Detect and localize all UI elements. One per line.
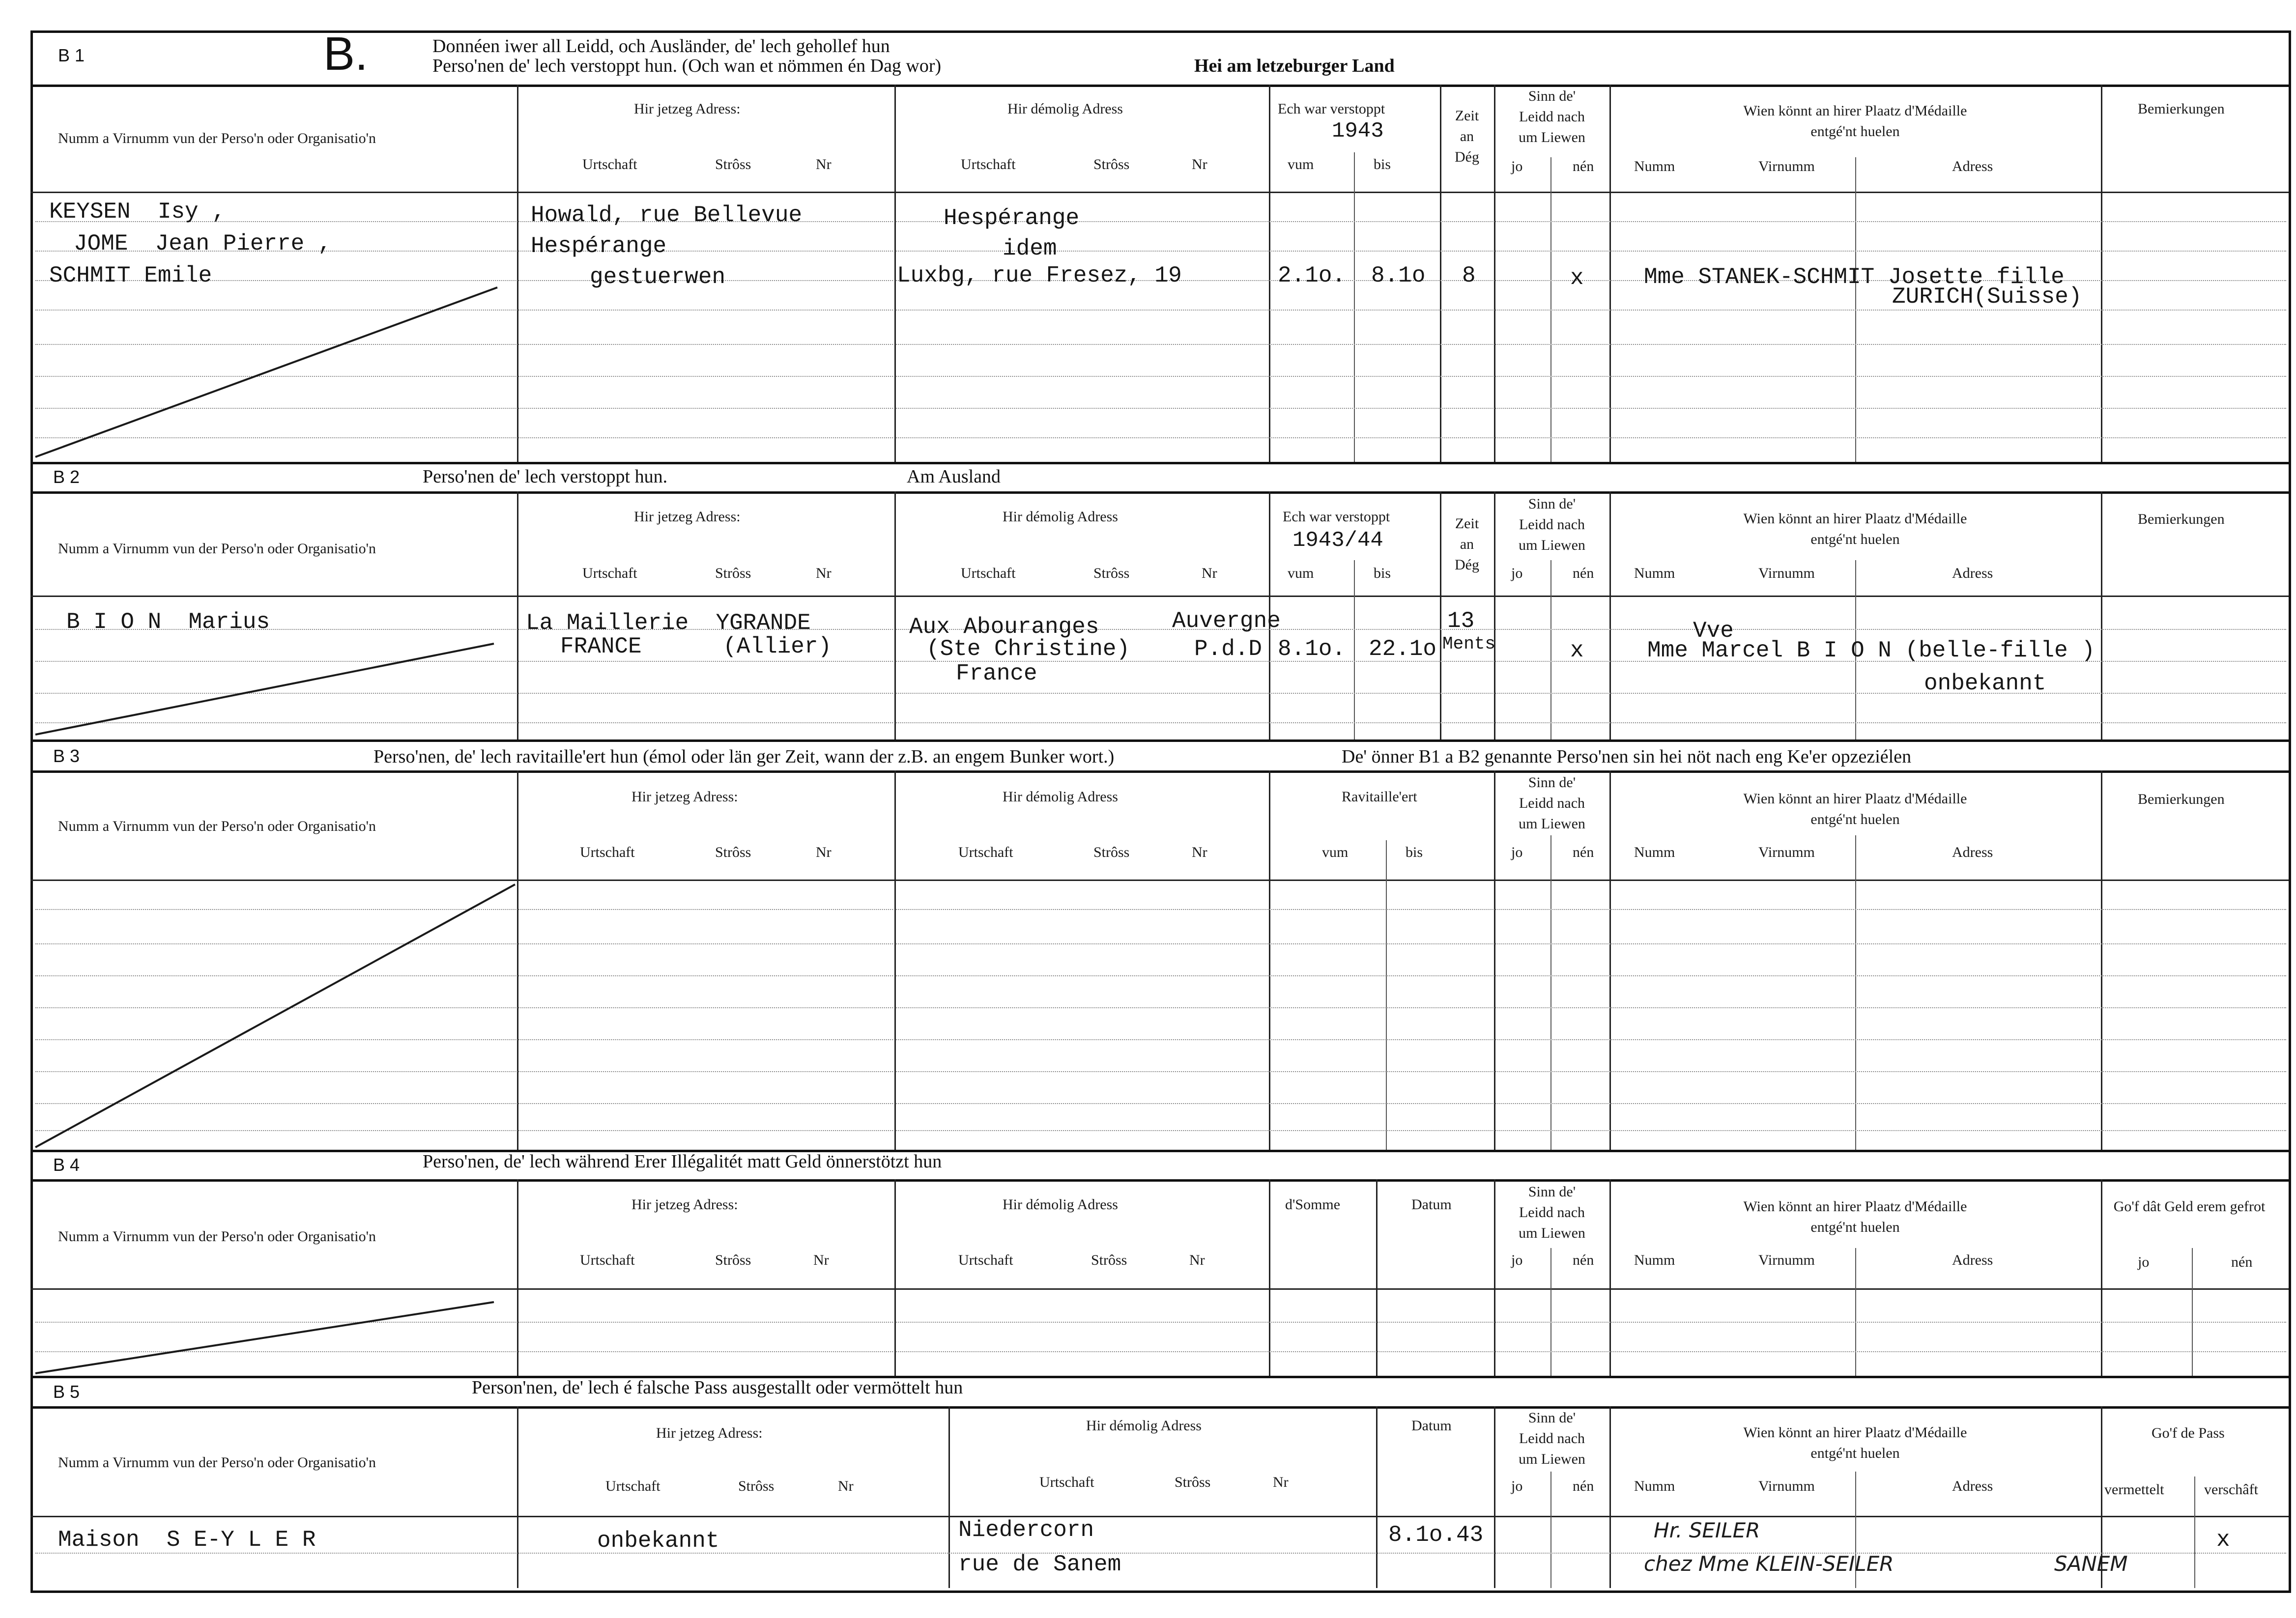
b2-row-current2: FRANCE (Allier) xyxy=(560,634,832,659)
b3-stross-label: Strôss xyxy=(715,844,751,860)
b1-letter: B. xyxy=(323,28,368,80)
sinn-line1: Sinn de' xyxy=(1528,496,1576,512)
b2-row-deeg2: Ments xyxy=(1442,634,1496,654)
b2-urtschaft-label: Urtschaft xyxy=(582,565,637,581)
b1-row2-current: Hespérange xyxy=(531,233,667,259)
b5-row-current: onbekannt xyxy=(597,1528,719,1554)
b5-numm-label: Numm xyxy=(1634,1478,1675,1494)
b5-row-datum: 8.1o.43 xyxy=(1388,1522,1484,1548)
b4-nr-label: Nr xyxy=(813,1252,829,1268)
b1-row3-former: Luxbg, rue Fresez, 19 xyxy=(897,263,1182,288)
b2-bemierkungen-label: Bemierkungen xyxy=(2138,511,2225,527)
b1-adress-label: Adress xyxy=(1952,158,1993,174)
b4-stross-label: Strôss xyxy=(715,1252,751,1268)
b2-sinn-label xyxy=(1495,494,1609,556)
b3-nen-label: nén xyxy=(1573,844,1594,860)
sinn-line2: Leidd nach xyxy=(1519,795,1585,811)
b2-row-current1: La Maillerie YGRANDE xyxy=(526,610,811,636)
b2-row-medal2: Mme Marcel B I O N (belle-fille ) xyxy=(1647,638,2095,663)
b5-verschaft-label: verschâft xyxy=(2204,1481,2258,1498)
b1-bis-label: bis xyxy=(1374,156,1391,172)
sinn-line2: Leidd nach xyxy=(1519,1430,1585,1447)
b4-gof-geld-label: Go'f dât Geld erem gefrot xyxy=(2113,1198,2266,1215)
b3-former-addr-label: Hir démolig Adress xyxy=(1003,789,1118,805)
b5-vermettelt-label: vermettelt xyxy=(2104,1481,2164,1498)
b2-zeit-label xyxy=(1441,513,1493,575)
b4-urtschaft-label: Urtschaft xyxy=(580,1252,635,1268)
b4-stross-label: Strôss xyxy=(1091,1252,1127,1268)
b2-nr-label: Nr xyxy=(1202,565,1217,581)
b1-nr-label: Nr xyxy=(816,156,832,172)
b2-virnumm-label: Virnumm xyxy=(1758,565,1815,581)
b5-sinn-label xyxy=(1495,1408,1609,1470)
sinn-line1: Sinn de' xyxy=(1528,774,1576,791)
sinn-line1: Sinn de' xyxy=(1528,1184,1576,1200)
b5-row-name: Maison S E-Y L E R xyxy=(58,1527,316,1553)
b1-title-line1: Donnéen iwer all Leidd, och Ausländer, de' lech gehollef hun xyxy=(432,36,890,57)
b1-row3-deeg: 8 xyxy=(1462,263,1476,288)
b1-stross-label: Strôss xyxy=(715,156,751,172)
medal-line2: entgé'nt huelen xyxy=(1810,531,1900,547)
medal-line2: entgé'nt huelen xyxy=(1810,811,1900,827)
b1-row1-current: Howald, rue Bellevue xyxy=(531,202,803,228)
b1-nen-label: nén xyxy=(1573,158,1594,174)
b3-jo-label: jo xyxy=(1511,844,1523,860)
b1-former-addr-label: Hir démolig Adress xyxy=(1007,101,1123,117)
b1-diagonal-line xyxy=(35,287,497,457)
b4-virnumm-label: Virnumm xyxy=(1758,1252,1815,1268)
b4-code: B 4 xyxy=(53,1155,80,1175)
b4-datum-label: Datum xyxy=(1411,1196,1452,1213)
b5-row-former1: Niedercorn xyxy=(958,1517,1094,1543)
b3-nr-label: Nr xyxy=(1192,844,1207,860)
b2-bis-label: bis xyxy=(1374,565,1391,581)
b3-adress-label: Adress xyxy=(1952,844,1993,860)
b3-urtschaft-label: Urtschaft xyxy=(580,844,635,860)
b3-diagonal-line xyxy=(35,884,515,1147)
b4-numm-label: Numm xyxy=(1634,1252,1675,1268)
b5-current-addr-label: Hir jetzeg Adress: xyxy=(656,1425,763,1441)
medal-line1: Wien könnt an hirer Plaatz d'Médaille xyxy=(1743,103,1967,119)
an-text: an xyxy=(1460,536,1474,552)
medal-line2: entgé'nt huelen xyxy=(1810,1445,1900,1461)
sinn-line1: Sinn de' xyxy=(1528,88,1576,104)
b5-datum-label: Datum xyxy=(1411,1418,1452,1434)
b2-adress-label: Adress xyxy=(1952,565,1993,581)
b4-jo-label: jo xyxy=(2138,1254,2150,1270)
b5-jo-label: jo xyxy=(1511,1478,1523,1494)
b3-nr-label: Nr xyxy=(816,844,832,860)
b5-row-medal2: chez Mme KLEIN-SEILER xyxy=(1644,1552,1894,1576)
b5-title: Person'nen, de' lech é falsche Pass ausgestallt oder vermöttelt hun xyxy=(472,1377,963,1398)
b3-bemierkungen-label: Bemierkungen xyxy=(2138,791,2225,807)
b3-vum-label: vum xyxy=(1322,844,1349,860)
b2-stross-label: Strôss xyxy=(715,565,751,581)
b2-row-deeg1: 13 xyxy=(1447,608,1475,634)
b3-medal-label xyxy=(1610,789,2100,830)
b2-row-vum: 8.1o. xyxy=(1278,636,1346,662)
b4-title: Perso'nen, de' lech während Erer Illégalitét matt Geld önnerstötzt hun xyxy=(423,1151,942,1172)
b2-hidden-label: Ech war verstoppt xyxy=(1283,509,1390,525)
b5-code: B 5 xyxy=(53,1382,80,1402)
b5-row-verschaft-x: x xyxy=(2216,1527,2230,1553)
b1-row1-name: KEYSEN Isy , xyxy=(49,199,226,225)
b1-zeit-label xyxy=(1441,106,1493,168)
b4-current-addr-label: Hir jetzeg Adress: xyxy=(631,1196,738,1213)
sinn-line3: um Liewen xyxy=(1519,1225,1585,1241)
b2-row-nen: x xyxy=(1570,638,1584,663)
b4-urtschaft-label: Urtschaft xyxy=(958,1252,1013,1268)
b5-nr-label: Nr xyxy=(838,1478,854,1494)
b3-code: B 3 xyxy=(53,746,80,766)
sinn-line2: Leidd nach xyxy=(1519,1204,1585,1221)
medal-line1: Wien könnt an hirer Plaatz d'Médaille xyxy=(1743,1424,1967,1441)
b2-former-addr-label: Hir démolig Adress xyxy=(1003,509,1118,525)
b1-title-suffix: Hei am letzeburger Land xyxy=(1194,56,1395,76)
b5-medal-label xyxy=(1610,1422,2100,1464)
b2-row-medal3: onbekannt xyxy=(1924,671,2046,696)
b2-row-former1: Aux Abouranges xyxy=(909,614,1099,640)
b1-row3-bis: 8.1o xyxy=(1371,263,1426,288)
medal-line1: Wien könnt an hirer Plaatz d'Médaille xyxy=(1743,511,1967,527)
b1-code: B 1 xyxy=(58,45,85,65)
b3-numm-label: Numm xyxy=(1634,844,1675,860)
b1-row3-current: gestuerwen xyxy=(590,264,726,290)
b5-gof-pass-label: Go'f de Pass xyxy=(2152,1425,2225,1441)
b3-current-addr-label: Hir jetzeg Adress: xyxy=(631,789,738,805)
b2-medal-label xyxy=(1610,509,2100,550)
b2-jo-label: jo xyxy=(1511,565,1523,581)
medal-line1: Wien könnt an hirer Plaatz d'Médaille xyxy=(1743,791,1967,807)
b3-name-col-label: Numm a Virnumm vun der Perso'n oder Organisatio'n xyxy=(58,818,376,834)
b1-virnumm-label: Virnumm xyxy=(1758,158,1815,174)
b5-adress-label: Adress xyxy=(1952,1478,1993,1494)
b2-title: Perso'nen de' lech verstoppt hun. xyxy=(423,466,668,487)
b2-row-former2: (Ste Christine) xyxy=(926,636,1130,662)
b1-stross-label: Strôss xyxy=(1093,156,1130,172)
b4-sinn-label xyxy=(1495,1182,1609,1244)
b5-row-medal3: SANEM xyxy=(2054,1552,2128,1576)
b4-nr-label: Nr xyxy=(1189,1252,1205,1268)
b1-urtschaft-label: Urtschaft xyxy=(582,156,637,172)
b2-hidden-year: 1943/44 xyxy=(1292,528,1383,553)
b5-urtschaft-label: Urtschaft xyxy=(1039,1474,1094,1490)
b5-nr-label: Nr xyxy=(1273,1474,1289,1490)
sinn-line3: um Liewen xyxy=(1519,1451,1585,1467)
b5-row-medal1: Hr. SEILER xyxy=(1654,1518,1760,1542)
b1-row2-former: idem xyxy=(1003,236,1057,261)
b2-current-addr-label: Hir jetzeg Adress: xyxy=(634,509,741,525)
medal-line1: Wien könnt an hirer Plaatz d'Médaille xyxy=(1743,1198,1967,1215)
sinn-line3: um Liewen xyxy=(1519,816,1585,832)
b1-urtschaft-label: Urtschaft xyxy=(961,156,1016,172)
b2-code: B 2 xyxy=(53,467,80,487)
b1-jo-label: jo xyxy=(1511,158,1523,174)
b4-former-addr-label: Hir démolig Adress xyxy=(1003,1196,1118,1213)
medal-line2: entgé'nt huelen xyxy=(1810,123,1900,140)
b4-diagonal-line xyxy=(35,1302,494,1373)
b5-stross-label: Strôss xyxy=(738,1478,775,1494)
b3-title: Perso'nen, de' lech ravitaille'ert hun (émol oder län ger Zeit, wann der z.B. an engem Bunker wort.) xyxy=(373,746,1115,767)
b1-numm-label: Numm xyxy=(1634,158,1675,174)
b3-urtschaft-label: Urtschaft xyxy=(958,844,1013,860)
b2-row-former3: France xyxy=(956,661,1037,686)
b1-row2-name: JOME Jean Pierre , xyxy=(74,231,332,256)
b5-former-addr-label: Hir démolig Adress xyxy=(1086,1418,1202,1434)
b5-urtschaft-label: Urtschaft xyxy=(605,1478,660,1494)
b1-row3-nen: x xyxy=(1570,265,1584,291)
b4-nen-label: nén xyxy=(2231,1254,2253,1270)
sinn-line3: um Liewen xyxy=(1519,129,1585,145)
b2-row-name: B I O N Marius xyxy=(66,609,270,635)
b4-jo-label: jo xyxy=(1511,1252,1523,1268)
b1-hidden-label: Ech war verstoppt xyxy=(1278,101,1385,117)
b1-medal-label xyxy=(1610,101,2100,142)
b2-row-former1b: Auvergne xyxy=(1172,608,1281,634)
zeit-text: Zeit xyxy=(1455,515,1479,532)
an-text: an xyxy=(1460,128,1474,144)
b2-nen-label: nén xyxy=(1573,565,1594,581)
b2-name-col-label: Numm a Virnumm vun der Perso'n oder Organisatio'n xyxy=(58,540,376,557)
b2-title-suffix: Am Ausland xyxy=(907,466,1001,487)
sinn-line2: Leidd nach xyxy=(1519,516,1585,533)
b1-row3-medal: Mme STANEK-SCHMIT Josette fille xyxy=(1644,264,2065,290)
b1-hidden-year: 1943 xyxy=(1332,119,1384,143)
b1-name-col-label: Numm a Virnumm vun der Perso'n oder Organisatio'n xyxy=(58,130,376,146)
b4-name-col-label: Numm a Virnumm vun der Perso'n oder Organisatio'n xyxy=(58,1228,376,1245)
b4-nen-label: nén xyxy=(1573,1252,1594,1268)
zeit-text: Zeit xyxy=(1455,108,1479,124)
b2-row-former2b: P.d.D xyxy=(1194,636,1263,662)
b3-virnumm-label: Virnumm xyxy=(1758,844,1815,860)
b3-bis-label: bis xyxy=(1406,844,1423,860)
deg-text: Dég xyxy=(1455,149,1479,165)
b5-row-former2: rue de Sanem xyxy=(958,1552,1121,1577)
b2-diagonal-line xyxy=(35,644,494,735)
b2-nr-label: Nr xyxy=(816,565,832,581)
b2-row-medal1: Vve xyxy=(1693,618,1734,644)
b4-somme-label: d'Somme xyxy=(1285,1196,1341,1213)
b3-stross-label: Strôss xyxy=(1093,844,1130,860)
b5-stross-label: Strôss xyxy=(1175,1474,1211,1490)
b2-urtschaft-label: Urtschaft xyxy=(961,565,1016,581)
b1-vum-label: vum xyxy=(1288,156,1314,172)
sinn-line2: Leidd nach xyxy=(1519,109,1585,125)
b1-row1-former: Hespérange xyxy=(944,205,1080,231)
b2-vum-label: vum xyxy=(1288,565,1314,581)
medal-line2: entgé'nt huelen xyxy=(1810,1219,1900,1235)
b1-row3-vum: 2.1o. xyxy=(1278,263,1346,288)
b2-numm-label: Numm xyxy=(1634,565,1675,581)
deg-text: Dég xyxy=(1455,557,1479,573)
b1-sinn-label xyxy=(1495,86,1609,148)
b1-current-addr-label: Hir jetzeg Adress: xyxy=(634,101,741,117)
b4-medal-label xyxy=(1610,1196,2100,1238)
b2-stross-label: Strôss xyxy=(1093,565,1130,581)
b1-bemierkungen-label: Bemierkungen xyxy=(2138,101,2225,117)
b5-nen-label: nén xyxy=(1573,1478,1594,1494)
b5-name-col-label: Numm a Virnumm vun der Perso'n oder Organisatio'n xyxy=(58,1454,376,1471)
b3-ravit-label: Ravitaille'ert xyxy=(1342,789,1417,805)
b1-row3-name: SCHMIT Emile xyxy=(49,263,212,288)
sinn-line3: um Liewen xyxy=(1519,537,1585,553)
b1-nr-label: Nr xyxy=(1192,156,1207,172)
b3-title-suffix: De' önner B1 a B2 genannte Perso'nen sin hei nöt nach eng Ke'er opzeziélen xyxy=(1342,746,1912,767)
b1-row3-medal2: ZURICH(Suisse) xyxy=(1892,284,2082,310)
b1-title-line2: Perso'nen de' lech verstoppt hun. (Och wan et nömmen én Dag wor) xyxy=(432,56,942,76)
b5-virnumm-label: Virnumm xyxy=(1758,1478,1815,1494)
b2-row-bis: 22.1o xyxy=(1369,636,1437,662)
b3-sinn-label xyxy=(1495,772,1609,834)
b4-adress-label: Adress xyxy=(1952,1252,1993,1268)
sinn-line1: Sinn de' xyxy=(1528,1410,1576,1426)
